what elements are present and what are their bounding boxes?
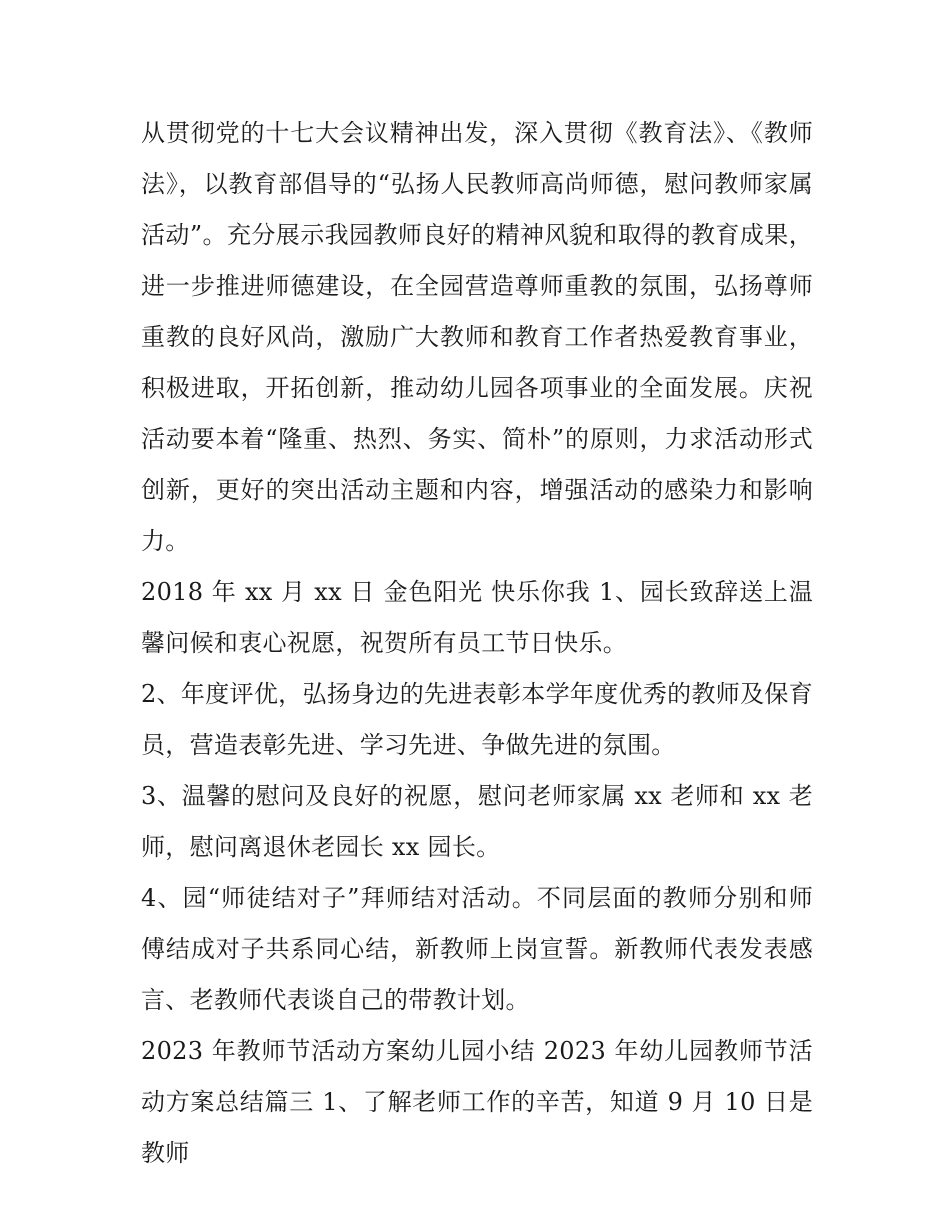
paragraph-intro: 从贯彻党的十七大会议精神出发，深入贯彻《教育法》、《教师法》，以教育部倡导的“弘扬人民教师高尚师德，慰问教师家属活动”。充分展示我园教师良好的精神风貌和取得的教育成果，进一步推进师德建设，在全园营造尊师重教的氛围，弘扬尊师重教的良好风尚，激励广大教师和教育工作者热爱教育事业，积极进取，开拓创新，推动幼儿园各项事业的全面发展。庆祝活动要本着“隆重、热烈、务实、简朴”的原则，力求活动形式创新，更好的突出活动主题和内容，增强活动的感染力和影响力。 <box>141 119 813 555</box>
paragraph-item-2: 2、年度评优，弘扬身边的先进表彰本学年度优秀的教师及保育员，营造表彰先进、学习先进、争做先进的氛围。 <box>141 680 813 759</box>
paragraph-summary: 2023 年教师节活动方案幼儿园小结 2023 年幼儿园教师节活动方案总结篇三 1、了解老师工作的辛苦，知道 9 月 10 日是教师 <box>141 1037 813 1167</box>
paragraph-date-item-1: 2018 年 xx 月 xx 日 金色阳光 快乐你我 1、园长致辞送上温馨问候和衷心祝愿，祝贺所有员工节日快乐。 <box>141 578 813 657</box>
document-body <box>141 108 813 1179</box>
paragraph-item-3: 3、温馨的慰问及良好的祝愿，慰问老师家属 xx 老师和 xx 老师，慰问离退休老园长 xx 园长。 <box>141 782 813 861</box>
paragraph-item-4: 4、园“师徒结对子”拜师结对活动。不同层面的教师分别和师傅结成对子共系同心结，新教师上岗宣誓。新教师代表发表感言、老教师代表谈自己的带教计划。 <box>141 884 813 1014</box>
